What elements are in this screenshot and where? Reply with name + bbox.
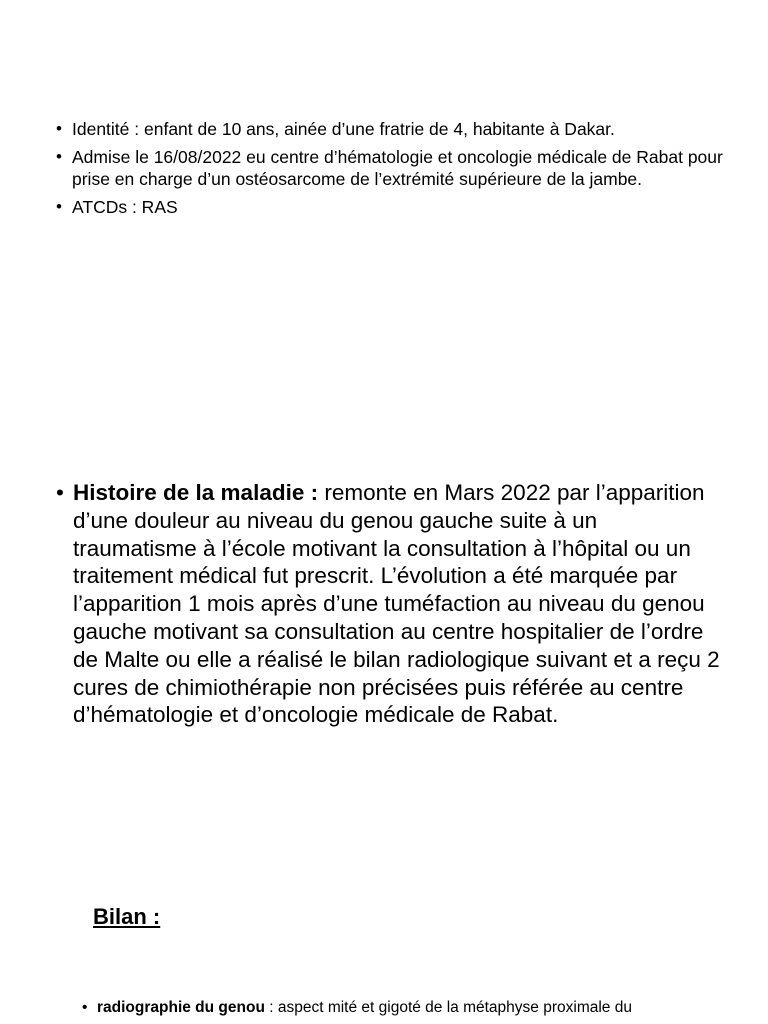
identity-bullet [56, 118, 746, 140]
bullet-dot-icon: • [82, 999, 88, 1016]
bilan-item-paragraph [97, 998, 632, 1017]
admission-bullet [56, 146, 746, 190]
disease-history-section [56, 479, 722, 729]
history-of-antecedents-bullet [56, 196, 746, 218]
antecedents-text: ATCDs : RAS [72, 197, 178, 217]
bilan-item [82, 998, 722, 1017]
bullet-dot-icon: • [56, 197, 62, 216]
bullet-dot-icon: • [56, 119, 62, 138]
bullet-dot-icon: • [56, 147, 62, 166]
admission-text: Admise le 16/08/2022 eu centre d’hématologie et oncologie médicale de Rabat pour prise en charge d’un ostéosarcome de l’extrémité supérieure de la jambe. [72, 147, 723, 189]
bilan-item-label: radiographie du genou [97, 999, 265, 1016]
disease-history-label: Histoire de la maladie : [73, 480, 319, 505]
intro-bullet-list [56, 118, 746, 224]
bilan-item-text: : aspect mité et gigoté de la métaphyse proximale du [264, 999, 632, 1016]
bilan-heading: Bilan : [93, 904, 161, 929]
disease-history-text: remonte en Mars 2022 par l’apparition d’une douleur au niveau du genou gauche suite à un traumatisme à l’école motivant la consultation à l’hôpital ou un traitement médical fut prescrit. L’évolution a été marquée par l’apparition 1 mois après d’une tuméfaction au niveau du genou gauche motivant sa consultation au centre hospitalier de l’ordre de Malte ou elle a réalisé le bilan radiologique suivant et a reçu 2 cures de chimiothérapie non précisées puis référée au centre d’hématologie et d’oncologie médicale de Rabat. [73, 480, 720, 728]
bullet-dot-icon: • [56, 480, 64, 505]
bilan-list [82, 998, 722, 1017]
disease-history-paragraph [73, 479, 722, 729]
identity-text: Identité : enfant de 10 ans, ainée d’une fratrie de 4, habitante à Dakar. [72, 119, 615, 139]
disease-history-bullet [56, 479, 722, 729]
